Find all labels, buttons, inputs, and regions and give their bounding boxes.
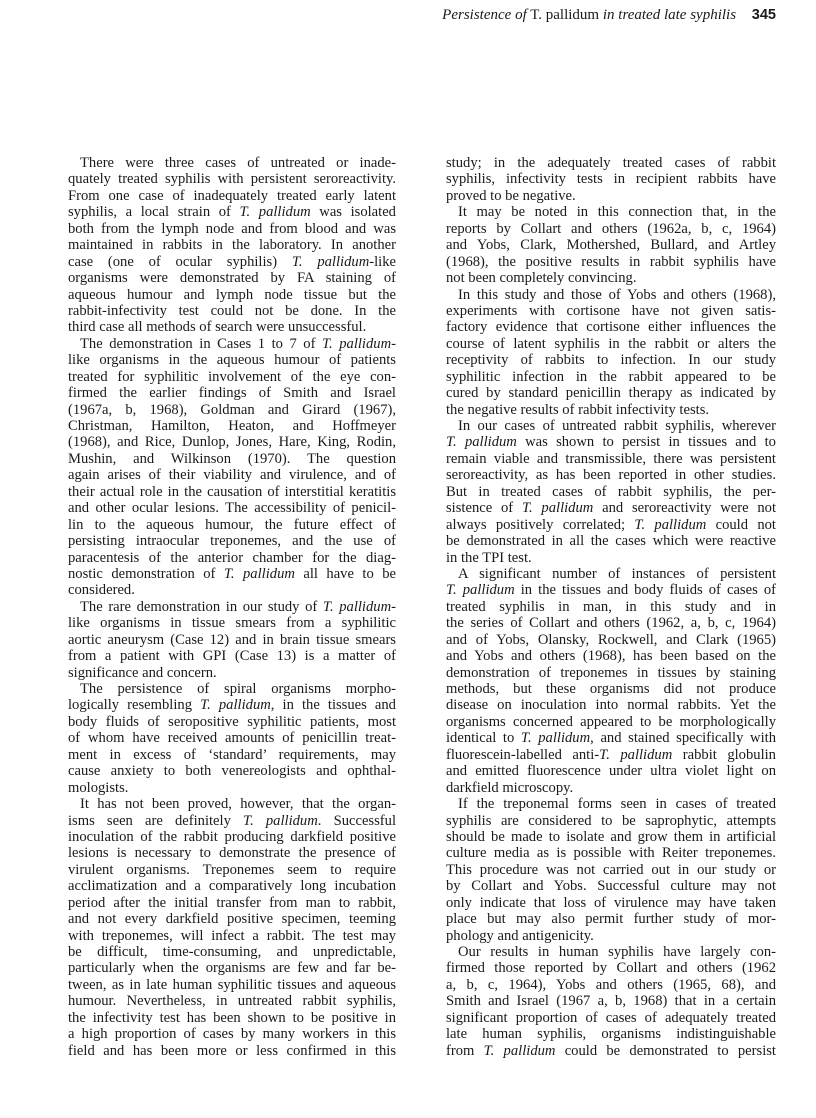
text-line: culture media as is possible with Reiter treponemes. (446, 845, 776, 862)
text-line: and emitted fluorescence under ultra violet light on (446, 763, 776, 780)
text-line: Mushin, and Wilkinson (1970). The question (68, 450, 396, 467)
text-line: seroreactivity, as has been reported in other studies. (446, 467, 776, 484)
text-line: study; in the adequately treated cases of rabbit (446, 155, 776, 171)
text-line: paracentesis of the anterior chamber for the diag- (68, 549, 396, 566)
paragraph (68, 599, 396, 681)
header-title-organism: T. pallidum (530, 7, 600, 23)
text-line: inoculation of the rabbit producing darkfield positive (68, 828, 396, 845)
text-line: virulent organisms. Treponemes seem to require (68, 861, 396, 878)
text-line: lesions is necessary to demonstrate the presence of (68, 845, 396, 862)
text-line: only indicate that loss of virulence may have taken (446, 894, 776, 911)
text-line: T. pallidum was shown to persist in tissues and to (446, 434, 776, 451)
text-line: and of Yobs, Olansky, Rockwell, and Clark (1965) (446, 631, 776, 648)
text-line: and Yobs, Clark, Mothershed, Bullard, and Artley (446, 237, 776, 254)
text-line: Smith and Israel (1967 a, b, 1968) that in a certain (446, 993, 776, 1010)
text-line: darkfield microscopy. (446, 779, 574, 796)
left-column (68, 155, 396, 1059)
text-line: It may be noted in this connection that, in the (458, 204, 776, 221)
text-line: in the TPI test. (446, 549, 532, 566)
text-line: Christman, Hamilton, Heaton, and Hoffmeyer (68, 418, 396, 434)
text-line: If the treponemal forms seen in cases of treated (458, 796, 776, 813)
text-line: syphilitic infection in the rabbit appeared to be (446, 368, 776, 385)
text-line: It has not been proved, however, that the organ- (80, 796, 396, 813)
paragraph (68, 155, 396, 336)
text-line: firmed the earlier findings of Smith and Israel (68, 385, 396, 402)
text-line: The persistence of spiral organisms morpho- (80, 681, 396, 697)
text-line: demonstration of treponemes in tissues by staining (446, 664, 776, 681)
text-line: particularly when the organisms are few and far be- (68, 960, 396, 977)
text-line: significant proportion of cases of adequately treated (446, 1009, 776, 1026)
text-line: and not every darkfield positive specimen, teeming (68, 911, 396, 928)
text-line: a high proportion of cases by many workers in this (68, 1026, 396, 1043)
text-line: cause anxiety to both venereologists and ophthal- (68, 763, 396, 780)
running-header (442, 7, 776, 24)
text-line: always positively correlated; T. pallidum could not (446, 516, 776, 533)
text-line: The rare demonstration in our study of T. pallidum- (80, 598, 396, 615)
text-line: from T. pallidum could be demonstrated to persist (446, 1042, 776, 1059)
page-number: 345 (751, 7, 776, 23)
text-line: body fluids of seropositive syphilitic patients, most (68, 713, 396, 730)
text-line: and Yobs and others (1968), has been based on the (446, 648, 776, 665)
text-line: disease on inoculation into normal rabbits. Yet the (446, 697, 776, 714)
text-line: aortic aneurysm (Case 12) and in brain tissue smears (68, 631, 396, 648)
paragraph (446, 566, 776, 796)
text-line: organisms concerned appeared to be morphologically (446, 713, 776, 730)
text-line: From one case of inadequately treated early latent (68, 187, 396, 204)
paragraph (68, 681, 396, 796)
text-line: Our results in human syphilis have largely con- (458, 944, 776, 960)
text-line: considered. (68, 582, 135, 599)
paragraph (446, 418, 776, 566)
paragraph (446, 287, 776, 419)
text-line: reports by Collart and others (1962a, b, c, 1964) (446, 220, 776, 237)
paragraph (446, 155, 776, 204)
text-line: the negative results of rabbit infectivity tests. (446, 401, 710, 418)
text-line: again arises of their viability and virulence, and of (68, 467, 396, 484)
text-line: tween, as in late human syphilitic tissues and aqueous (68, 976, 396, 993)
text-line: nostic demonstration of T. pallidum all have to be (68, 565, 396, 582)
text-line: (1967a, b, 1968), Goldman and Girard (1967), (68, 401, 396, 418)
text-line: receptivity of rabbits to infection. In our study (446, 352, 776, 369)
text-line: logically resembling T. pallidum, in the tissues and (68, 697, 396, 714)
text-line: ment in excess of ‘standard’ requirements, may (68, 746, 396, 763)
text-line: identical to T. pallidum, and stained specifically with (446, 730, 776, 747)
text-line: not been completely convincing. (446, 270, 637, 287)
text-line: both from the lymph node and from blood and was (68, 220, 396, 237)
text-line: fluorescein-labelled anti-T. pallidum rabbit globulin (446, 746, 776, 763)
right-column (446, 155, 776, 1059)
text-line: by Collart and Yobs. Successful culture may not (446, 878, 776, 895)
header-title-start: Persistence of (442, 7, 527, 23)
text-line: like organisms in the aqueous humour of patients (68, 352, 396, 369)
text-line: third case all methods of search were unsuccessful. (68, 319, 367, 336)
text-line: (1968), the positive results in rabbit syphilis have (446, 253, 776, 270)
text-line: acclimatization and a comparatively long incubation (68, 878, 396, 895)
text-line: T. pallidum in the tissues and body fluids of cases of (446, 582, 776, 599)
text-line: the series of Collart and others (1962, a, b, c, 1964) (446, 615, 776, 632)
text-line: In this study and those of Yobs and others (1968), (458, 286, 776, 303)
text-line: In our cases of untreated rabbit syphilis, wherever (458, 418, 776, 434)
text-line: persisting intraocular treponemes, and the use of (68, 533, 396, 550)
paragraph (446, 944, 776, 1059)
text-line: humour. Nevertheless, in untreated rabbit syphilis, (68, 993, 396, 1010)
text-line: course of latent syphilis in the rabbit or alters the (446, 335, 776, 352)
paragraph (68, 336, 396, 599)
text-line: But in treated cases of rabbit syphilis, the per- (446, 483, 776, 500)
text-line: syphilis, infectivity tests in recipient rabbits have (446, 171, 776, 188)
header-title-end: in treated late syphilis (602, 7, 737, 23)
paragraph (68, 796, 396, 1059)
text-line: remain viable and transmissible, there was persistent (446, 450, 776, 467)
text-line: field and has been more or less confirmed in this (68, 1042, 396, 1059)
text-line: isms seen are definitely T. pallidum. Successful (68, 812, 396, 829)
text-line: late human syphilis, organisms indistinguishable (446, 1026, 776, 1043)
text-line: aqueous humour and lymph node tissue but the (68, 286, 396, 303)
text-line: proved to be negative. (446, 187, 576, 204)
text-line: There were three cases of untreated or inade- (80, 155, 396, 171)
text-line: like organisms in tissue smears from a syphilitic (68, 615, 396, 632)
text-line: with treponemes, will infect a rabbit. The test may (68, 927, 396, 944)
text-line: significance and concern. (68, 664, 217, 681)
text-line: a, b, c, 1964), Yobs and others (1965, 68), and (446, 976, 776, 993)
text-line: from a patient with GPI (Case 13) is a matter of (68, 648, 396, 665)
text-line: organisms were demonstrated by FA staining of (68, 270, 396, 287)
text-line: the infectivity test has been shown to be positive in (68, 1009, 396, 1026)
text-line: be demonstrated in all the cases which were reactive (446, 533, 776, 550)
text-line: maintained in rabbits in the laboratory. In another (68, 237, 396, 254)
text-line: experiments with cortisone have not given satis- (446, 302, 776, 319)
text-line: phology and antigenicity. (446, 927, 594, 944)
text-line: quately treated syphilis with persistent seroreactivity. (68, 171, 396, 188)
text-line: be difficult, time-consuming, and unpredictable, (68, 944, 396, 960)
text-line: The demonstration in Cases 1 to 7 of T. pallidum- (80, 335, 396, 352)
text-line: factory evidence that cortisone either influences the (446, 319, 776, 336)
text-line: syphilis, a local strain of T. pallidum was isolated (68, 204, 396, 221)
text-line: rabbit-infectivity test could not be done. In the (68, 302, 396, 319)
paragraph (446, 796, 776, 944)
text-line: syphilis are considered to be saprophytic, attempts (446, 812, 776, 829)
text-line: case (one of ocular syphilis) T. pallidum-like (68, 253, 396, 270)
text-line: firmed those reported by Collart and others (1962 (446, 960, 776, 977)
text-line: treated syphilis in man, in this study and in (446, 598, 776, 615)
text-line: should be made to isolate and grow them in artificial (446, 828, 776, 845)
text-line: period after the initial transfer from man to rabbit, (68, 894, 396, 911)
paragraph (446, 204, 776, 286)
text-line: treated for syphilitic involvement of the eye con- (68, 368, 396, 385)
text-line: place but may also permit further study of mor- (446, 911, 776, 928)
text-line: This procedure was not carried out in our study or (446, 861, 776, 878)
text-line: (1968), and Rice, Dunlop, Jones, Hare, King, Rodin, (68, 434, 396, 451)
text-line: methods, but these organisms did not produce (446, 681, 776, 697)
text-line: lin to the aqueous humour, the future effect of (68, 516, 396, 533)
text-line: mologists. (68, 779, 129, 796)
text-line: their actual role in the causation of interstitial keratitis (68, 483, 396, 500)
text-line: of whom have received amounts of penicillin treat- (68, 730, 396, 747)
text-line: cured by standard penicillin therapy as indicated by (446, 385, 776, 402)
text-line: and other ocular lesions. The accessibility of penicil- (68, 500, 396, 517)
text-line: sistence of T. pallidum and seroreactivity were not (446, 500, 776, 517)
text-line: A significant number of instances of persistent (458, 565, 776, 582)
